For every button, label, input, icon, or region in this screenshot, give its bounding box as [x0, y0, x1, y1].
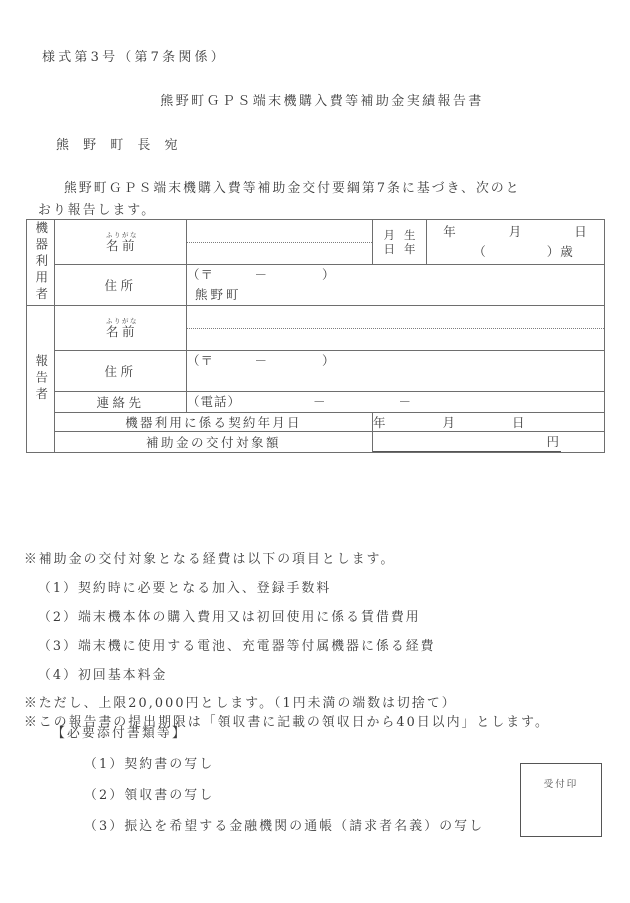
user-town-name: 熊野町 [195, 287, 242, 302]
attachments-title: 【必要添付書類等】 [52, 726, 187, 741]
tel-dash-1: － [313, 394, 327, 409]
input-user-dob[interactable] [427, 220, 605, 265]
dob-label-gatsu: 月 [383, 228, 395, 242]
row-label-contract-date: 機器利用に係る契約年月日 [55, 413, 373, 432]
row-label-user-address: 住所 [55, 265, 187, 306]
section-label-reporter-text: 報告者 [33, 354, 49, 404]
subsidy-amount-unit: 円 [373, 432, 561, 452]
note-limit: ※ただし、上限20,000円とします。（1円未満の端数は切捨て） [24, 696, 457, 711]
note-item-4: （4）初回基本料金 [38, 668, 168, 683]
addressee-line: 熊 野 町 長 宛 [56, 138, 183, 153]
intro-paragraph [38, 178, 604, 222]
contract-day: 日 [512, 415, 526, 430]
table-row-user-name [27, 220, 605, 265]
name-label-reporter: 名前 [105, 323, 138, 339]
attachment-item-3: （3）振込を希望する金融機関の通帳（請求者名義）の写し [84, 819, 485, 834]
note-item-3: （3）端末機に使用する電池、充電器等付属機器に係る経費 [38, 639, 436, 654]
applicant-table [26, 219, 605, 453]
contract-month: 月 [442, 415, 457, 430]
input-reporter-address[interactable] [187, 351, 605, 392]
note-item-1: （1）契約時に必要となる加入、登録手数料 [38, 581, 332, 596]
notes-section [24, 545, 614, 732]
table-row-contract-date [27, 413, 605, 432]
intro-line-1: 熊野町ＧＰＳ端末機購入費等補助金交付要綱第7条に基づき、次のと [64, 181, 521, 196]
input-contract-date[interactable] [373, 413, 605, 432]
reporter-address-blank [187, 371, 604, 391]
tel-dash-2: － [398, 394, 413, 409]
row-label-reporter-address: 住所 [55, 351, 187, 392]
contract-year: 年 [373, 415, 387, 430]
table-row-reporter-contact [27, 392, 605, 413]
document-title: 熊野町ＧＰＳ端末機購入費等補助金実績報告書 [160, 94, 484, 109]
reporter-postal-line: （〒 － ） [187, 353, 336, 368]
row-label-subsidy-amount: 補助金の交付対象額 [55, 432, 373, 453]
table-row-user-address [27, 265, 605, 306]
note-deadline: ※この報告書の提出期限は「領収書に記載の領収日から40日以内」とします。 [24, 715, 550, 730]
attachment-item-2: （2）領収書の写し [84, 788, 215, 803]
receipt-stamp-label: 受付印 [543, 779, 579, 790]
table-row-subsidy-amount [27, 432, 605, 453]
input-subsidy-amount[interactable] [373, 432, 605, 453]
name-label-user: 名前 [105, 237, 138, 253]
notes-intro: ※補助金の交付対象となる経費は以下の項目とします。 [24, 552, 396, 567]
name-dotted-line-reporter [187, 328, 604, 329]
dob-label-nen: 年 [404, 242, 416, 256]
dob-age-close: ）歳 [546, 244, 574, 259]
form-number: 様式第3号（第7条関係） [42, 50, 227, 65]
tel-prefix: （電話） [187, 394, 242, 409]
user-postal-line: （〒 － ） [187, 267, 336, 282]
row-label-user-dob [373, 220, 427, 265]
intro-line-2: おり報告します。 [38, 203, 157, 218]
dob-label-nichi: 日 [383, 242, 395, 256]
dob-label-sei: 生 [404, 228, 416, 242]
name-dotted-line-user [187, 242, 372, 243]
attachment-item-1: （1）契約書の写し [84, 757, 215, 772]
section-label-reporter [27, 306, 55, 453]
dob-value-month: 月 [508, 224, 523, 239]
attachments-section [52, 718, 532, 842]
row-label-user-name [55, 220, 187, 265]
input-user-address[interactable] [187, 265, 605, 306]
dob-age-open: （ [473, 244, 487, 259]
dob-value-year: 年 [443, 224, 457, 239]
section-label-user-text: 機器利用者 [33, 221, 49, 304]
input-reporter-name[interactable] [187, 306, 605, 351]
table-row-reporter-name [27, 306, 605, 351]
applicant-table-wrapper [26, 219, 604, 453]
input-reporter-contact[interactable] [187, 392, 605, 413]
dob-value-day: 日 [574, 224, 588, 239]
row-label-reporter-contact: 連絡先 [55, 392, 187, 413]
table-row-reporter-address [27, 351, 605, 392]
input-user-name[interactable] [187, 220, 373, 265]
name-ruby-reporter: ふりがな [106, 316, 138, 325]
receipt-stamp-box [520, 763, 602, 837]
name-ruby-user: ふりがな [106, 230, 138, 239]
section-label-user [27, 220, 55, 306]
row-label-reporter-name [55, 306, 187, 351]
note-item-2: （2）端末機本体の購入費用又は初回使用に係る賃借費用 [38, 610, 421, 625]
